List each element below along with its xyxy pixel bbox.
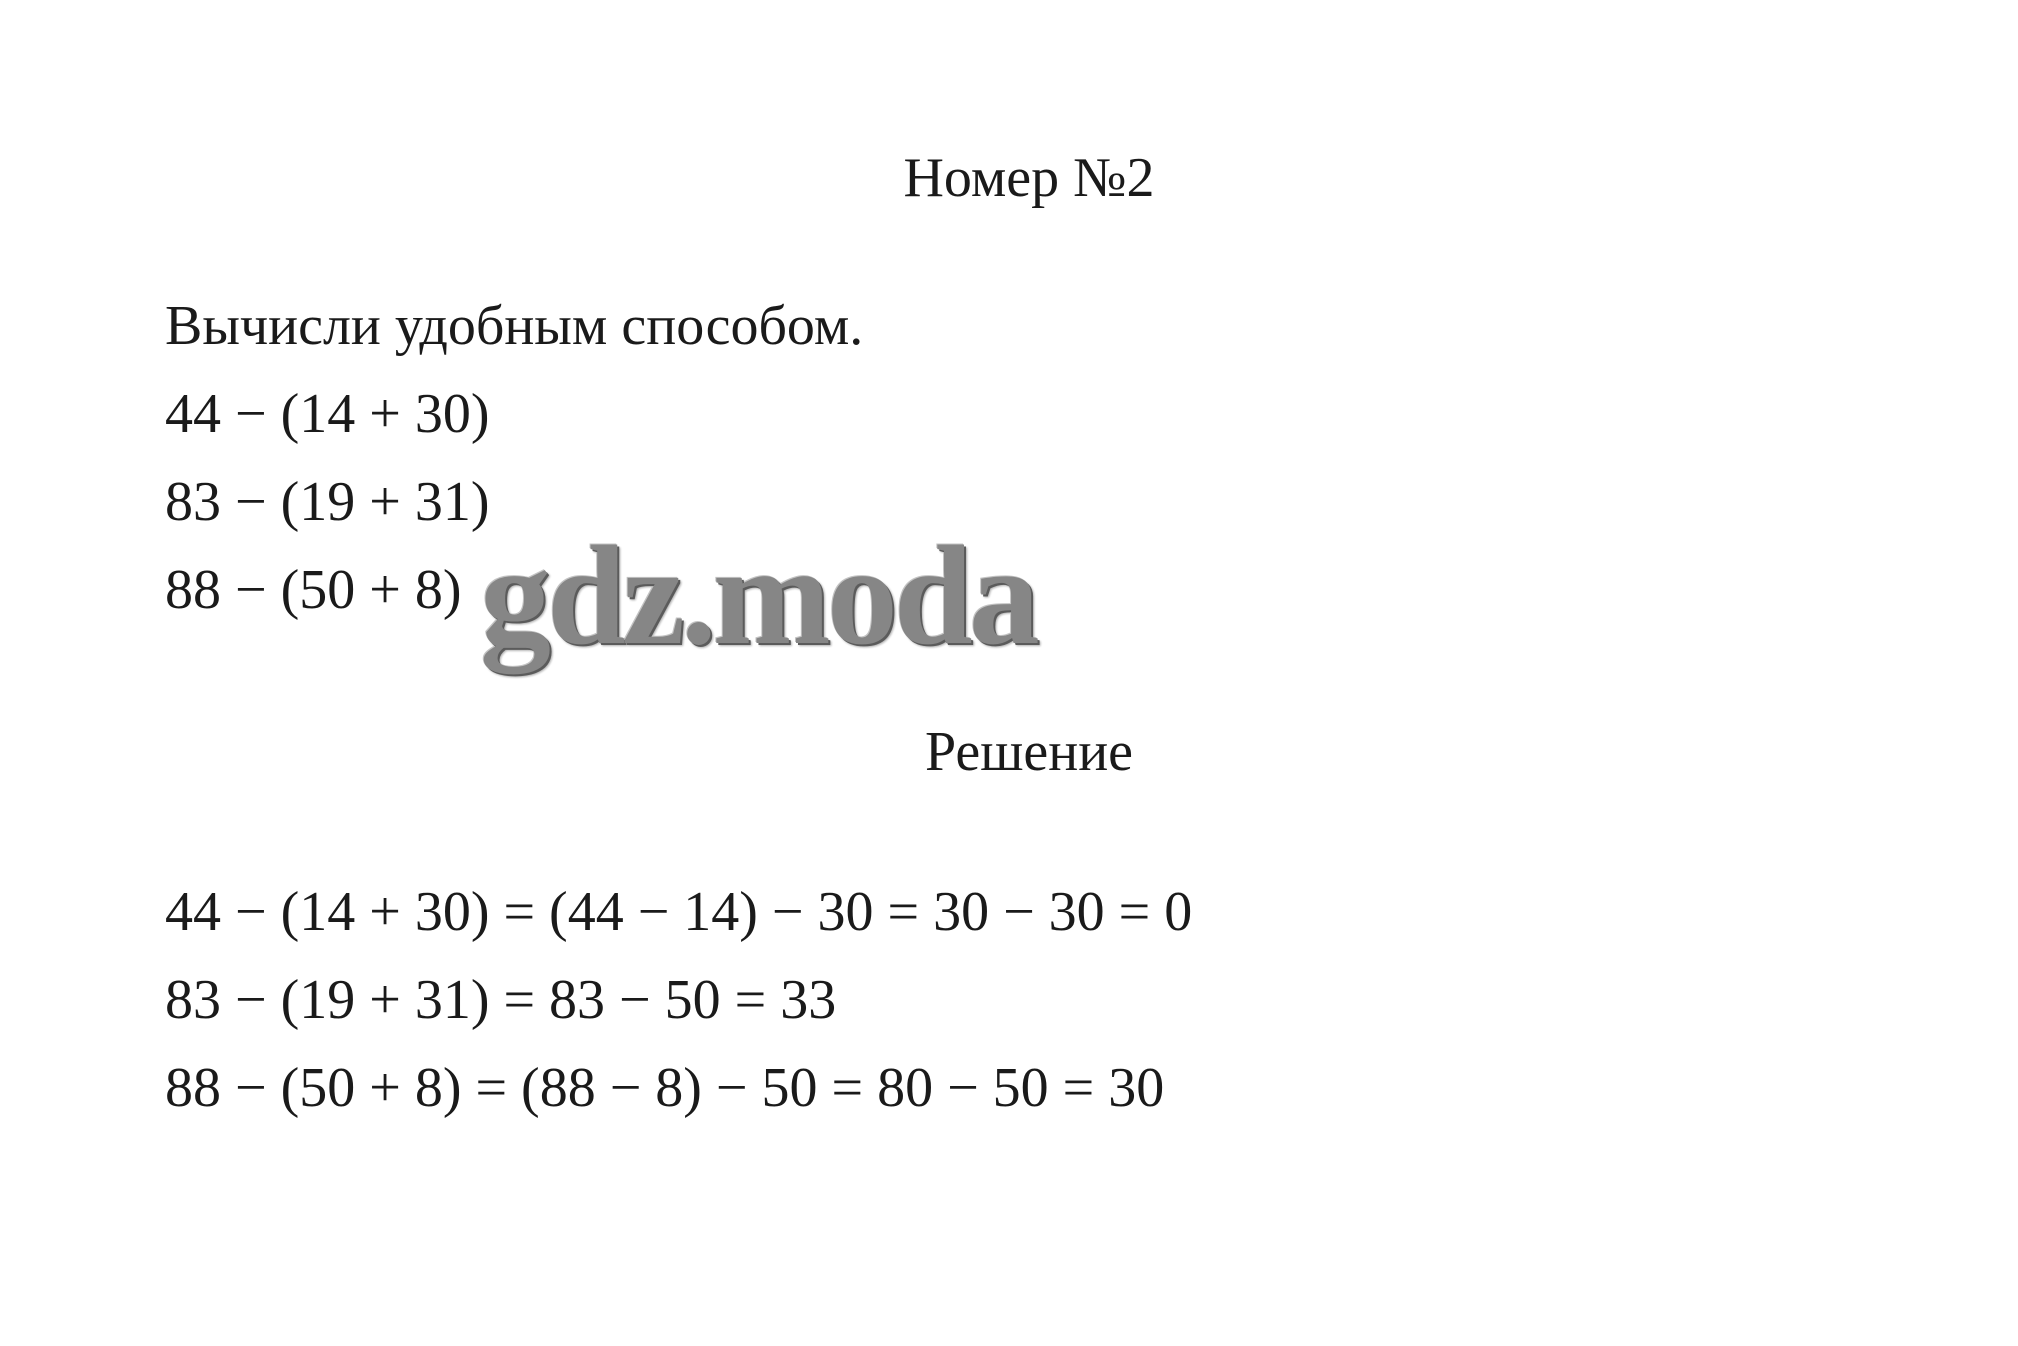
task-prompt: Вычисли удобным способом. xyxy=(165,295,864,357)
task-expression-3: 88 − (50 + 8) xyxy=(165,559,462,621)
page-title: Номер №2 xyxy=(903,147,1155,209)
solution-line-3: 88 − (50 + 8) = (88 − 8) − 50 = 80 − 50 = 30 xyxy=(165,1057,1165,1119)
solution-line-1: 44 − (14 + 30) = (44 − 14) − 30 = 30 − 30 = 0 xyxy=(165,881,1193,943)
task-expression-2: 83 − (19 + 31) xyxy=(165,471,490,533)
solution-line-2: 83 − (19 + 31) = 83 − 50 = 33 xyxy=(165,969,837,1031)
solution-heading: Решение xyxy=(924,721,1134,783)
watermark-logo: gdz.moda xyxy=(480,516,1036,674)
task-expression-1: 44 − (14 + 30) xyxy=(165,383,490,445)
